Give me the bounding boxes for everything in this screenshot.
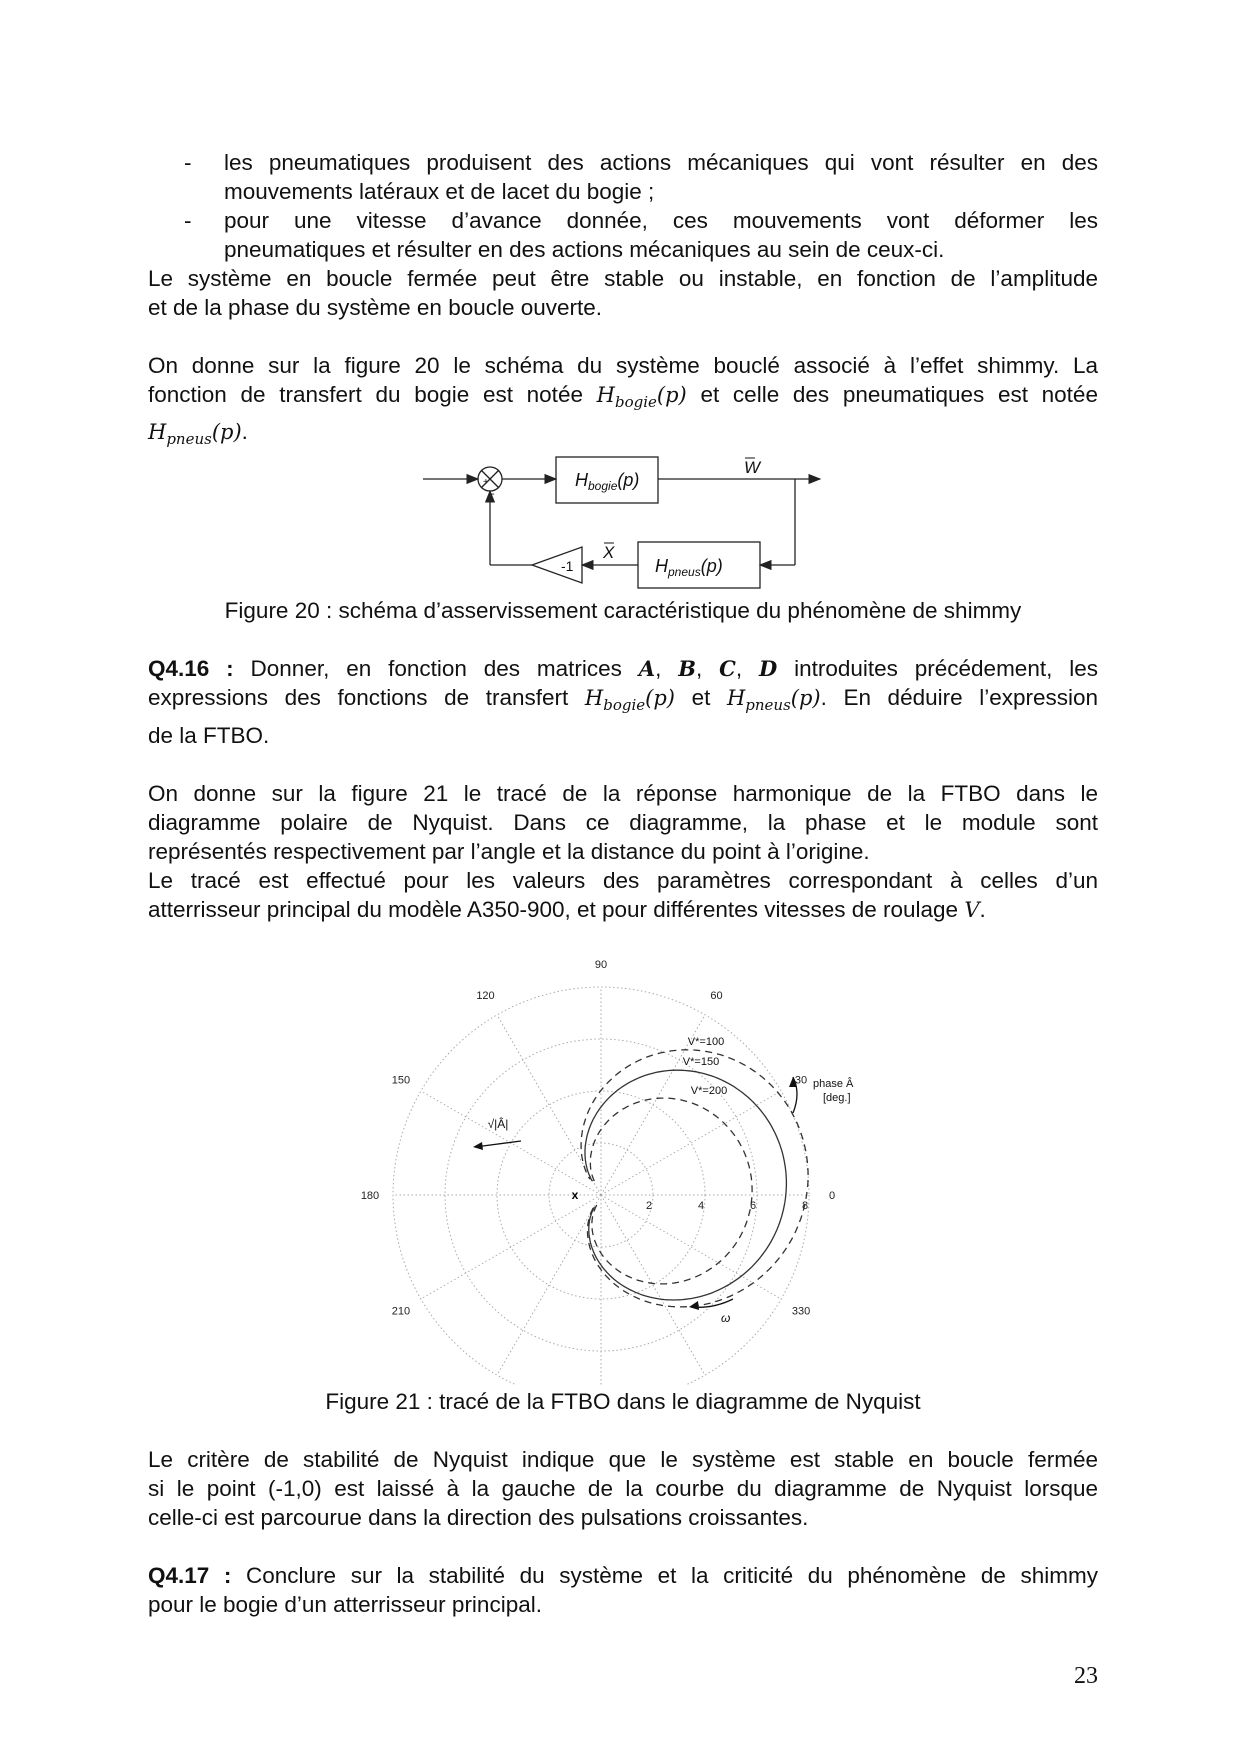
paragraph-figure20-intro [148,351,1098,454]
frequency-arrow-head [689,1301,699,1310]
gain-label: -1 [561,558,574,575]
series-label: V*=150 [682,1055,720,1068]
angle-tick-label: 0 [828,1189,836,1202]
question-4-17 [148,1561,1098,1619]
text-line: si le point (-1,0) est laissé à la gauche de la courbe du diagramme de Nyquist lorsque [148,1475,1098,1501]
radial-tick-label: 6 [749,1199,757,1212]
bullet-line: mouvements latéraux et de lacet du bogie ; [224,179,655,204]
bullet-line: les pneumatiques produisent des actions mécaniques qui vont résulter en des [224,150,1098,175]
bullet-dash: - [184,208,192,233]
series-label: V*=100 [687,1035,725,1048]
text-line: atterrisseur principal du modèle A350-900, et pour différentes vitesses de roulage V. [148,896,986,922]
phase-axis-label: phase Â [813,1077,854,1090]
bullet-item [148,206,1098,264]
question-label: Q4.16 : [148,656,234,682]
radial-tick-label: 2 [645,1199,653,1212]
angle-tick-label: 90 [594,958,608,971]
text-line: Q4.17 : Conclure sur la stabilité du système et la criticité du phénomène de shimmy [148,1562,1098,1588]
radial-tick-label: 4 [697,1199,705,1212]
phase-axis-unit: [deg.] [823,1091,851,1104]
text-line: Q4.16 : Donner, en fonction des matrices A, B, C, D introduites précédement, les [148,656,1098,682]
angle-tick-label: 150 [391,1074,411,1087]
grid-spoke [421,1195,601,1299]
text-line: représentés respectivement par l’angle et la distance du point à l’origine. [148,838,870,864]
paragraph-figure21-intro [148,779,1098,925]
angle-tick-label: 210 [391,1305,411,1318]
radial-tick-label: 8 [801,1199,809,1212]
block-diagram [148,454,1098,594]
critical-point-marker: x [571,1187,579,1202]
frequency-label: ω [721,1310,731,1325]
h-bogie-label: $H_{bogie}(p)$ [575,470,640,494]
text-line: et de la phase du système en boucle ouverte. [148,295,603,320]
radius-axis-label: √|Â| [487,1116,509,1131]
bullet-dash: - [184,150,192,175]
paragraph-nyquist-criterion [148,1445,1098,1532]
angle-tick-label: 120 [476,989,495,1002]
question-4-16 [148,654,1098,749]
text-line: diagramme polaire de Nyquist. Dans ce diagramme, la phase et le module sont [148,809,1098,835]
paragraph-loop-stability [148,264,1098,322]
nyquist-curve-v-150 [585,1070,786,1300]
question-label: Q4.17 : [148,1562,232,1588]
figure21-caption: Figure 21 : tracé de la FTBO dans le diagramme de Nyquist [325,1388,921,1414]
text-line: On donne sur la figure 20 le schéma du système bouclé associé à l’effet shimmy. La [148,353,1098,378]
signal-x-label: X [603,543,615,563]
text-line: de la FTBO. [148,722,270,748]
bullet-line: pour une vitesse d’avance donnée, ces mouvements vont déformer les [224,208,1098,233]
math-h-pneus: $H_{pneus}(p)$ [148,420,242,449]
figure20-caption: Figure 20 : schéma d’asservissement caractéristique du phénomène de shimmy [224,598,1022,624]
text-line: Le critère de stabilité de Nyquist indique que le système est stable en boucle fermée [148,1446,1098,1472]
bullet-item [148,148,1098,206]
nyquist-curve-v-100 [590,1098,752,1284]
grid-spoke [497,1014,601,1194]
signal-w-label: W [744,458,761,478]
text-line: expressions des fonctions de transfert $H_{bogie}(p)$ et $H_{pneus}(p)$. En déduire l’expression [148,685,1098,715]
nyquist-chart [148,925,1098,1385]
sum-minus-sign: - [491,488,495,501]
sum-plus-sign: + [483,477,489,489]
angle-tick-label: 60 [710,989,723,1002]
text-line: Le tracé est effectué pour les valeurs des paramètres correspondant à celles d’un [148,867,1098,893]
gain-block [532,547,582,583]
text-line: Le système en boucle fermée peut être stable ou instable, en fonction de l’amplitude [148,266,1098,291]
page-number: 23 [1074,1663,1098,1689]
page-content [148,148,1098,1619]
text-line: On donne sur la figure 21 le tracé de la réponse harmonique de la FTBO dans le [148,780,1098,806]
angle-tick-label: 180 [360,1189,380,1202]
radius-arrow-head [473,1142,483,1150]
text-line: $H_{pneus}(p)$. [148,419,248,449]
angle-tick-label: 330 [791,1305,811,1318]
math-h-bogie: $H_{bogie}(p)$ [596,383,687,412]
grid-spoke [421,1091,601,1195]
series-label: V*=200 [690,1084,728,1097]
text-line: fonction de transfert du bogie est notée $H_{bogie}(p)$ et celle des pneumatiques est notée [148,382,1098,412]
bullet-line: pneumatiques et résulter en des actions mécaniques au sein de ceux-ci. [224,237,945,262]
angle-tick-label: 30 [794,1074,808,1087]
h-pneus-label: $H_{pneus}(p)$ [655,556,723,580]
text-line: pour le bogie d’un atterrisseur principal. [148,1591,542,1617]
text-line: celle-ci est parcourue dans la direction des pulsations croissantes. [148,1504,809,1530]
grid-spoke [497,1195,601,1375]
